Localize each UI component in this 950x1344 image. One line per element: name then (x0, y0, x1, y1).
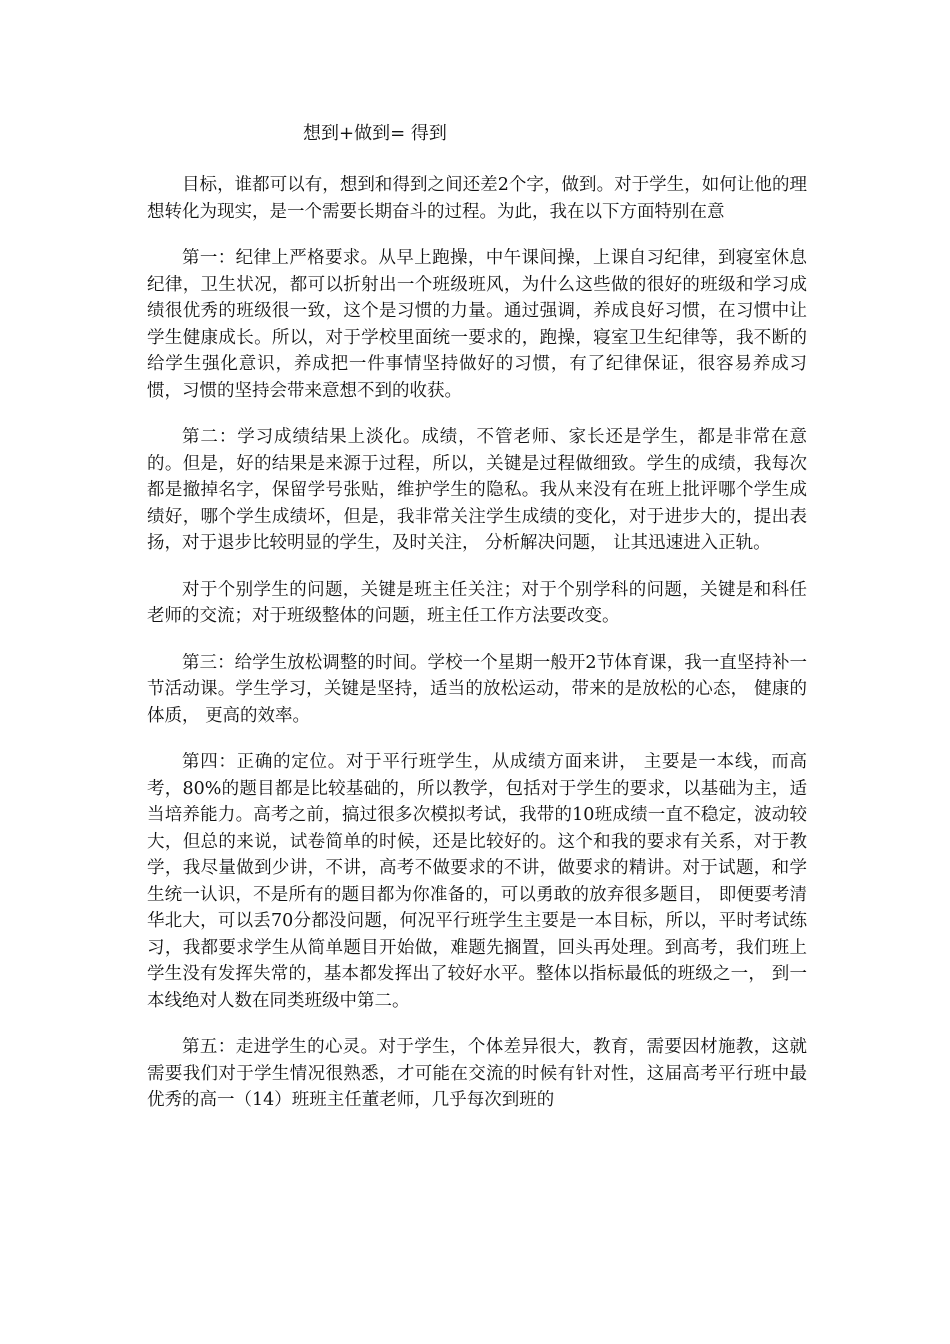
paragraph-point-2: 第二：学习成绩结果上淡化。成绩，不管老师、家长还是学生，都是非常在意的。但是，好的结果是来源于过程，所以，关键是过程做细致。学生的成绩，我每次都是撤掉名字，保留学号张贴，维护学生的隐私。我从来没有在班上批评哪个学生成绩好，哪个学生成绩坏，但是，我非常关注学生成绩的变化，对于进步大的，提出表扬，对于退步比较明显的学生，及时关注， 分析解决问题， 让其迅速进入正轨。 (147, 427, 807, 553)
paragraph-note: 对于个别学生的问题，关键是班主任关注；对于个别学科的问题，关键是和科任老师的交流；对于班级整体的问题，班主任工作方法要改变。 (147, 579, 807, 626)
document-body (147, 172, 807, 1134)
paragraph-point-5: 第五：走进学生的心灵。对于学生，个体差异很大，教育，需要因材施教，这就需要我们对于学生情况很熟悉，才可能在交流的时候有针对性，这届高考平行班中最优秀的高一（14）班班主任董老师，几乎每次到班的 (147, 1037, 807, 1110)
document-title: 想到+做到= 得到 (303, 123, 447, 144)
paragraph-point-1: 第一：纪律上严格要求。从早上跑操，中午课间操，上课自习纪律，到寝室休息纪律，卫生状况，都可以折射出一个班级班风，为什么这些做的很好的班级和学习成绩很优秀的班级很一致，这个是习惯的力量。通过强调，养成良好习惯，在习惯中让学生健康成长。所以，对于学校里面统一要求的，跑操，寝室卫生纪律等，我不断的给学生强化意识，养成把一件事情坚持做好的习惯，有了纪律保证，很容易养成习惯，习惯的坚持会带来意想不到的收获。 (147, 248, 807, 401)
paragraph-point-3: 第三：给学生放松调整的时间。学校一个星期一般开2节体育课，我一直坚持补一节活动课。学生学习，关键是坚持，适当的放松运动，带来的是放松的心态， 健康的体质， 更高的效率。 (147, 652, 807, 726)
paragraph-point-4: 第四：正确的定位。对于平行班学生，从成绩方面来讲， 主要是一本线，而高考，80%的题目都是比较基础的，所以教学，包括对于学生的要求，以基础为主，适当培养能力。高考之前，搞过很多次模拟考试，我带的10班成绩一直不稳定，波动较大，但总的来说，试卷简单的时候，还是比较好的。这个和我的要求有关系，对于教学，我尽量做到少讲，不讲，高考不做要求的不讲，做要求的精讲。对于试题，和学生统一认识，不是所有的题目都为你准备的，可以勇敢的放弃很多题目， 即便要考清华北大，可以丢70分都没问题，何况平行班学生主要是一本目标，所以，平时考试练习，我都要求学生从简单题目开始做，难题先搁置，回头再处理。到高考，我们班上学生没有发挥失常的，基本都发挥出了较好水平。整体以指标最低的班级之一， 到一本线绝对人数在同类班级中第二。 (147, 752, 807, 1011)
paragraph-intro: 目标，谁都可以有，想到和得到之间还差2个字，做到。对于学生，如何让他的理想转化为现实，是一个需要长期奋斗的过程。为此，我在以下方面特别在意 (147, 175, 807, 222)
